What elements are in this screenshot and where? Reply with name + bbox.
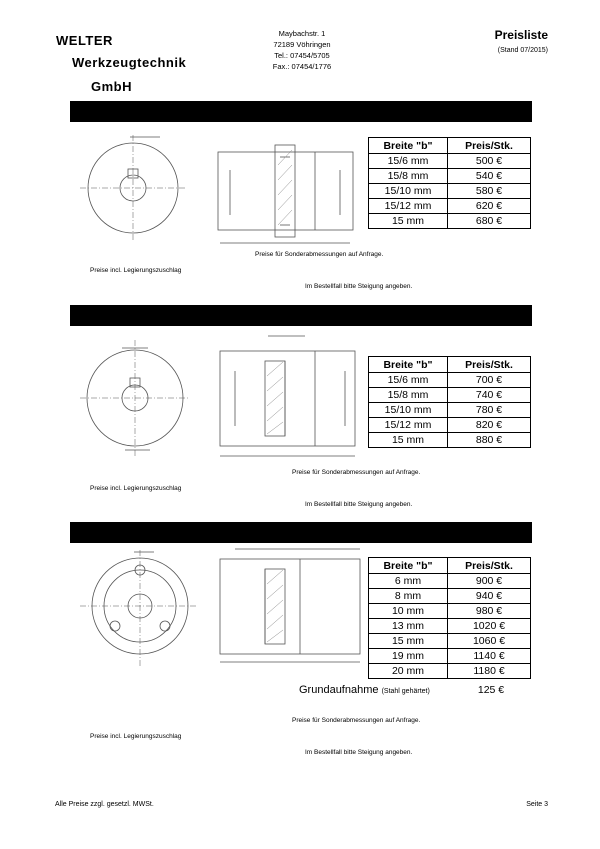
table-row bbox=[369, 574, 531, 589]
width-cell: 13 mm bbox=[369, 619, 448, 634]
column-header-width: Breite "b" bbox=[369, 357, 448, 373]
width-cell: 15/10 mm bbox=[369, 403, 448, 418]
table-row bbox=[369, 154, 531, 169]
section-1-price-table bbox=[368, 137, 531, 229]
price-cell: 540 € bbox=[448, 169, 531, 184]
table-row bbox=[369, 373, 531, 388]
price-cell: 1060 € bbox=[448, 634, 531, 649]
table-row bbox=[369, 433, 531, 448]
company-address bbox=[252, 28, 352, 72]
table-row bbox=[369, 604, 531, 619]
base-mount-label-wrap bbox=[299, 684, 430, 696]
section-1-note-special-sizes: Preise für Sonderabmessungen auf Anfrage. bbox=[255, 251, 384, 258]
section-3-note-alloy-surcharge: Preise incl. Legierungszuschlag bbox=[90, 733, 182, 740]
width-cell: 15 mm bbox=[369, 214, 448, 229]
price-cell: 680 € bbox=[448, 214, 531, 229]
page-title: Preisliste bbox=[494, 28, 548, 42]
base-mount-price: 125 € bbox=[477, 684, 505, 696]
table-header-row bbox=[369, 558, 531, 574]
table-row bbox=[369, 589, 531, 604]
column-header-width: Breite "b" bbox=[369, 138, 448, 154]
width-cell: 15/6 mm bbox=[369, 154, 448, 169]
section-2-technical-drawing bbox=[70, 326, 370, 466]
address-street: Maybachstr. 1 bbox=[278, 29, 326, 38]
price-cell: 900 € bbox=[448, 574, 531, 589]
price-cell: 620 € bbox=[448, 199, 531, 214]
base-mount-note: (Stahl gehärtet) bbox=[381, 688, 430, 695]
price-cell: 780 € bbox=[448, 403, 531, 418]
table-row bbox=[369, 388, 531, 403]
price-cell: 700 € bbox=[448, 373, 531, 388]
footer-vat-note: Alle Preise zzgl. gesetzl. MWSt. bbox=[55, 801, 154, 808]
table-row bbox=[369, 184, 531, 199]
company-name-line3: GmbH bbox=[91, 79, 132, 94]
price-cell: 500 € bbox=[448, 154, 531, 169]
price-cell: 1180 € bbox=[448, 664, 531, 679]
section-3-note-special-sizes: Preise für Sonderabmessungen auf Anfrage. bbox=[292, 717, 421, 724]
price-cell: 880 € bbox=[448, 433, 531, 448]
table-row bbox=[369, 169, 531, 184]
section-2-note-pitch: Im Bestellfall bitte Steigung angeben. bbox=[305, 501, 413, 508]
address-city: 72189 Vöhringen bbox=[273, 40, 331, 49]
price-cell: 940 € bbox=[448, 589, 531, 604]
price-cell: 1140 € bbox=[448, 649, 531, 664]
table-row bbox=[369, 214, 531, 229]
section-1-header-bar bbox=[70, 101, 532, 122]
company-name-line1: WELTER bbox=[56, 33, 113, 48]
width-cell: 15/8 mm bbox=[369, 169, 448, 184]
section-1-technical-drawing bbox=[70, 125, 370, 260]
table-row bbox=[369, 403, 531, 418]
width-cell: 19 mm bbox=[369, 649, 448, 664]
section-1-note-pitch: Im Bestellfall bitte Steigung angeben. bbox=[305, 283, 413, 290]
width-cell: 15 mm bbox=[369, 433, 448, 448]
width-cell: 15/8 mm bbox=[369, 388, 448, 403]
base-mount-label: Grundaufnahme bbox=[299, 684, 379, 696]
width-cell: 20 mm bbox=[369, 664, 448, 679]
width-cell: 6 mm bbox=[369, 574, 448, 589]
section-1-note-alloy-surcharge: Preise incl. Legierungszuschlag bbox=[90, 267, 182, 274]
column-header-price: Preis/Stk. bbox=[448, 138, 531, 154]
width-cell: 15 mm bbox=[369, 634, 448, 649]
price-list-date: (Stand 07/2015) bbox=[497, 47, 548, 54]
width-cell: 10 mm bbox=[369, 604, 448, 619]
width-cell: 15/12 mm bbox=[369, 418, 448, 433]
width-cell: 8 mm bbox=[369, 589, 448, 604]
table-row bbox=[369, 664, 531, 679]
price-cell: 820 € bbox=[448, 418, 531, 433]
table-row bbox=[369, 634, 531, 649]
section-3-note-pitch: Im Bestellfall bitte Steigung angeben. bbox=[305, 749, 413, 756]
price-cell: 980 € bbox=[448, 604, 531, 619]
table-row bbox=[369, 199, 531, 214]
section-2-note-alloy-surcharge: Preise incl. Legierungszuschlag bbox=[90, 485, 182, 492]
column-header-price: Preis/Stk. bbox=[448, 558, 531, 574]
section-3-header-bar bbox=[70, 522, 532, 543]
column-header-width: Breite "b" bbox=[369, 558, 448, 574]
price-cell: 740 € bbox=[448, 388, 531, 403]
section-2-header-bar bbox=[70, 305, 532, 326]
address-fax: Fax.: 07454/1776 bbox=[272, 62, 332, 71]
company-name-line2: Werkzeugtechnik bbox=[72, 55, 187, 70]
section-3-price-table bbox=[368, 557, 531, 679]
table-header-row bbox=[369, 138, 531, 154]
width-cell: 15/6 mm bbox=[369, 373, 448, 388]
address-phone: Tel.: 07454/5705 bbox=[274, 51, 330, 60]
table-row bbox=[369, 418, 531, 433]
width-cell: 15/12 mm bbox=[369, 199, 448, 214]
price-cell: 1020 € bbox=[448, 619, 531, 634]
section-2-price-table bbox=[368, 356, 531, 448]
table-row bbox=[369, 649, 531, 664]
section-2-note-special-sizes: Preise für Sonderabmessungen auf Anfrage. bbox=[292, 469, 421, 476]
section-3-technical-drawing bbox=[70, 544, 370, 674]
table-row bbox=[369, 619, 531, 634]
table-header-row bbox=[369, 357, 531, 373]
page-number: Seite 3 bbox=[526, 801, 548, 808]
price-cell: 580 € bbox=[448, 184, 531, 199]
width-cell: 15/10 mm bbox=[369, 184, 448, 199]
column-header-price: Preis/Stk. bbox=[448, 357, 531, 373]
